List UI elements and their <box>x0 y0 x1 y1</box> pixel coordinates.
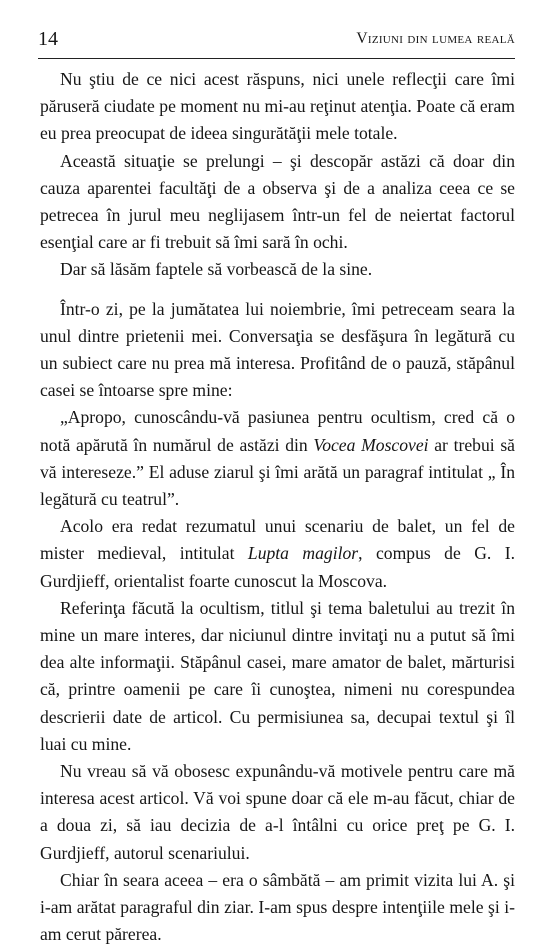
paragraph-text: Acolo era redat rezumatul unui scenariu de balet, un fel de mister medieval, intitulat <box>40 516 515 564</box>
paragraph: Nu vreau să vă obosesc expunându-vă motivele pentru care mă interesa acest articol. Vă voi spune doar că ele m-au făcut, chiar de a doua zi, să iau decizia de a-l întâlni cu orice preţ pe G. I. Gurdjieff, autorul scenariului. <box>40 761 515 863</box>
paragraph: Într-o zi, pe la jumătatea lui noiembrie, îmi petreceam seara la unul dintre prietenii mei. Conversaţia se desfăşura în legătură cu un subiect care nu prea mă interesa. Profitând de o pauză, stăpânul casei se întoarse spre mine: <box>40 298 515 401</box>
running-title: Viziuni din lumea reală <box>356 30 515 47</box>
paragraph: Chiar în seara aceea – era o sâmbătă – am primit vizita lui A. şi i-am arătat paragraful din ziar. I-am spus despre intenţiile mele şi i-am cerut părerea. <box>40 869 515 945</box>
header-rule <box>38 58 515 59</box>
paragraph: Nu ştiu de ce nici acest răspuns, nici unele reflecţii care îmi păruseră ciudate pe moment nu mi-au reţinut atenţia. Poate că eram eu prea preocupat de ideea singurătăţii mele totale. <box>40 69 515 144</box>
paragraph-text: „Apropo, cunoscându-vă pasiunea pentru ocultism, cred că o notă apărută în numărul de astăzi din <box>40 407 515 455</box>
paragraph-text: , compus de G. I. Gurdjieff, orientalist foarte cunoscut la Moscova. <box>40 543 515 591</box>
body-text <box>40 66 515 949</box>
paragraph: Referinţa făcută la ocultism, titlul şi tema baletului au trezit în mine un mare interes, dar niciunul dintre invitaţi nu a putut să îmi dea alte informaţii. Stăpânul casei, mare amator de balet, mărturisi că, printre oamenii pe care îi cunoştea, nimeni nu corespundea descrierii date de articol. Cu permisiunea sa, decupai textul şi îl luai cu mine. <box>40 597 515 754</box>
page-number: 14 <box>38 28 58 50</box>
ballet-title: Lupta magilor <box>247 543 359 564</box>
paragraph-text: ar trebui să vă intereseze.” El aduse ziarul şi îmi arătă un paragraf intitulat „ În legătură cu teatrul”. <box>40 434 515 510</box>
paragraph <box>40 513 515 595</box>
paragraph <box>40 404 515 513</box>
newspaper-title: Vocea Moscovei <box>313 434 429 455</box>
page-header <box>38 22 515 52</box>
paragraph: Această situaţie se prelungi – şi descopăr astăzi că doar din cauza aparentei facultăţi de a observa şi de a analiza ceea ce se petrecea în jurul meu neglijasem într-un fel de neiertat factorul esenţial care ar fi trebuit să îmi sară în ochi. <box>40 150 515 253</box>
paragraph: Dar să lăsăm faptele să vorbească de la sine. <box>60 259 373 280</box>
